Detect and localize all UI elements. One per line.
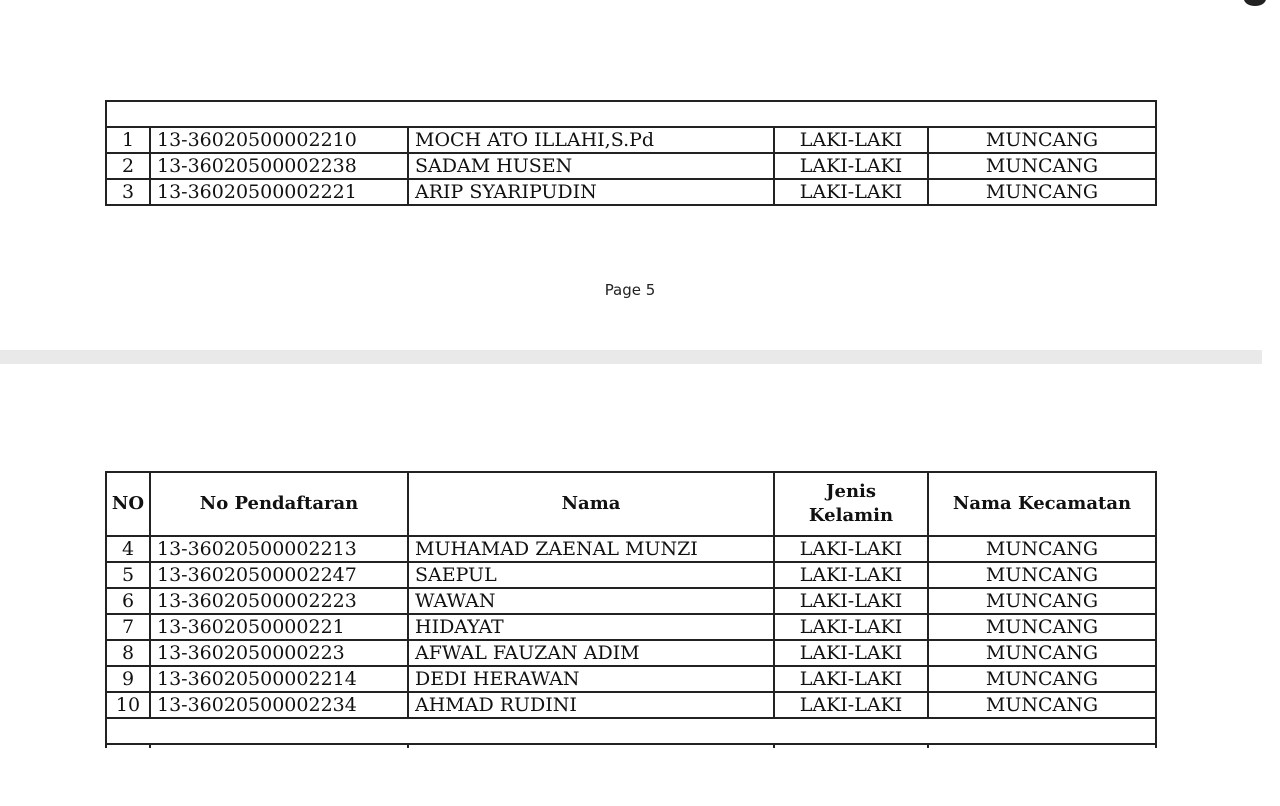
cell-no-pendaftaran: 13-36020500002238 xyxy=(150,153,408,179)
header-no: NO xyxy=(106,472,150,536)
cell-no: 8 xyxy=(106,640,150,666)
cell-nama: SAEPUL xyxy=(408,562,774,588)
cell-nama: SADAM HUSEN xyxy=(408,153,774,179)
cell-nama: MOCH ATO ILLAHI,S.Pd xyxy=(408,127,774,153)
cut-off-cell xyxy=(928,744,1156,748)
cell-no-pendaftaran: 13-36020500002234 xyxy=(150,692,408,718)
cell-jenis-kelamin: LAKI-LAKI xyxy=(774,536,928,562)
cell-jenis-kelamin: LAKI-LAKI xyxy=(774,666,928,692)
header-jenis-kelamin xyxy=(774,472,928,536)
cell-no-pendaftaran: 13-36020500002221 xyxy=(150,179,408,205)
cell-nama-kecamatan: MUNCANG xyxy=(928,536,1156,562)
cell-no-pendaftaran: 13-3602050000221 xyxy=(150,614,408,640)
document-page-bottom xyxy=(0,365,1280,806)
cell-jenis-kelamin: LAKI-LAKI xyxy=(774,614,928,640)
cell-nama: AFWAL FAUZAN ADIM xyxy=(408,640,774,666)
table-row xyxy=(106,692,1156,718)
cell-no-pendaftaran: 13-36020500002214 xyxy=(150,666,408,692)
header-nama-kecamatan: Nama Kecamatan xyxy=(928,472,1156,536)
cell-jenis-kelamin: LAKI-LAKI xyxy=(774,127,928,153)
participant-table-top xyxy=(105,100,1157,206)
header-nama: Nama xyxy=(408,472,774,536)
cell-no-pendaftaran: 13-36020500002247 xyxy=(150,562,408,588)
table-row xyxy=(106,179,1156,205)
cell-jenis-kelamin: LAKI-LAKI xyxy=(774,562,928,588)
cell-no: 10 xyxy=(106,692,150,718)
table-row xyxy=(106,536,1156,562)
blank-row xyxy=(106,101,1156,127)
table-row xyxy=(106,153,1156,179)
cut-off-row xyxy=(106,744,1156,748)
header-kelamin-label: Kelamin xyxy=(808,505,894,526)
cut-off-cell xyxy=(106,744,150,748)
page-separator xyxy=(0,350,1262,364)
cell-nama: AHMAD RUDINI xyxy=(408,692,774,718)
document-page-top xyxy=(0,0,1280,350)
cell-nama: WAWAN xyxy=(408,588,774,614)
page-number-label: Page 5 xyxy=(604,281,656,299)
cell-no-pendaftaran: 13-3602050000223 xyxy=(150,640,408,666)
cell-jenis-kelamin: LAKI-LAKI xyxy=(774,692,928,718)
cell-no-pendaftaran: 13-36020500002223 xyxy=(150,588,408,614)
header-jenis-label: Jenis xyxy=(825,481,877,502)
cell-no: 9 xyxy=(106,666,150,692)
cell-nama-kecamatan: MUNCANG xyxy=(928,666,1156,692)
cell-nama-kecamatan: MUNCANG xyxy=(928,179,1156,205)
table-row xyxy=(106,640,1156,666)
cell-nama-kecamatan: MUNCANG xyxy=(928,562,1156,588)
table-row xyxy=(106,562,1156,588)
cell-no: 7 xyxy=(106,614,150,640)
header-no-pendaftaran: No Pendaftaran xyxy=(150,472,408,536)
cell-nama: ARIP SYARIPUDIN xyxy=(408,179,774,205)
cut-off-cell xyxy=(150,744,408,748)
cut-off-cell xyxy=(408,744,774,748)
cell-nama: MUHAMAD ZAENAL MUNZI xyxy=(408,536,774,562)
cell-nama-kecamatan: MUNCANG xyxy=(928,588,1156,614)
cell-nama-kecamatan: MUNCANG xyxy=(928,692,1156,718)
cell-nama: DEDI HERAWAN xyxy=(408,666,774,692)
cell-no: 5 xyxy=(106,562,150,588)
cell-jenis-kelamin: LAKI-LAKI xyxy=(774,153,928,179)
cell-nama-kecamatan: MUNCANG xyxy=(928,127,1156,153)
cell-no: 6 xyxy=(106,588,150,614)
cell-nama-kecamatan: MUNCANG xyxy=(928,153,1156,179)
cell-jenis-kelamin: LAKI-LAKI xyxy=(774,179,928,205)
table-row xyxy=(106,614,1156,640)
cell-no: 3 xyxy=(106,179,150,205)
table-row xyxy=(106,666,1156,692)
cell-jenis-kelamin: LAKI-LAKI xyxy=(774,588,928,614)
cell-jenis-kelamin: LAKI-LAKI xyxy=(774,640,928,666)
cell-nama-kecamatan: MUNCANG xyxy=(928,614,1156,640)
table-header-row xyxy=(106,472,1156,536)
table-row xyxy=(106,588,1156,614)
cell-no: 2 xyxy=(106,153,150,179)
cell-no-pendaftaran: 13-36020500002213 xyxy=(150,536,408,562)
cell-no-pendaftaran: 13-36020500002210 xyxy=(150,127,408,153)
cell-nama: HIDAYAT xyxy=(408,614,774,640)
table-row xyxy=(106,127,1156,153)
corner-icon xyxy=(1244,0,1266,6)
participant-table-bottom xyxy=(105,471,1157,748)
cell-nama-kecamatan: MUNCANG xyxy=(928,640,1156,666)
blank-cell xyxy=(106,718,1156,744)
cell-no: 1 xyxy=(106,127,150,153)
cell-no: 4 xyxy=(106,536,150,562)
blank-row xyxy=(106,718,1156,744)
cut-off-cell xyxy=(774,744,928,748)
